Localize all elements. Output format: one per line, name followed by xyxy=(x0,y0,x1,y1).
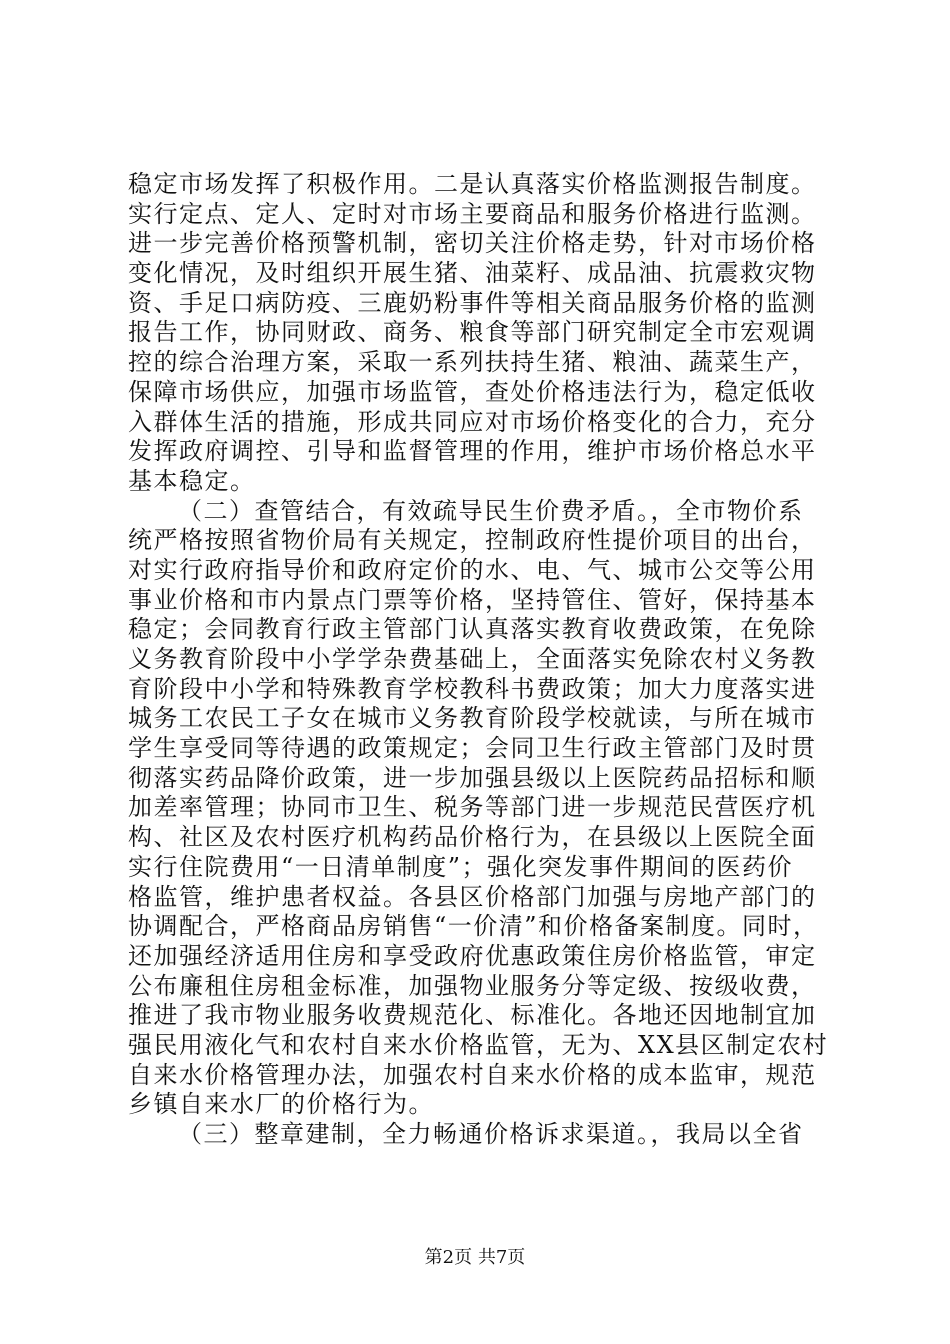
text-line: 进一步完善价格预警机制，密切关注价格走势，针对市场价格 xyxy=(128,229,817,258)
text-line: 义务教育阶段中小学学杂费基础上，全面落实免除农村义务教 xyxy=(128,645,817,673)
text-line: 稳定市场发挥了积极作用。二是认真落实价格监测报告制度。 xyxy=(128,170,817,198)
text-line: 发挥政府调控、引导和监督管理的作用，维护市场价格总水平 xyxy=(128,437,817,466)
section-heading-line: （三）整章建制，全力畅通价格诉求渠道。，我局以全省 xyxy=(178,1120,804,1148)
text-line: 变化情况，及时组织开展生猪、油菜籽、成品油、抗震救灾物 xyxy=(128,259,817,288)
text-line: 基本稳定。 xyxy=(128,466,256,495)
text-line: 构、社区及农村医疗机构药品价格行为，在县级以上医院全面 xyxy=(128,823,817,852)
text-line: 城务工农民工子女在城市义务教育阶段学校就读，与所在城市 xyxy=(128,704,817,733)
text-line: 统严格按照省物价局有关规定，控制政府性提价项目的出台， xyxy=(128,526,817,555)
text-line: 协调配合，严格商品房销售“一价清”和价格备案制度。同时， xyxy=(128,912,819,941)
text-line: 入群体生活的措施，形成共同应对市场价格变化的合力，充分 xyxy=(128,407,817,436)
text-line: 控的综合治理方案，采取一系列扶持生猪、粮油、蔬菜生产， xyxy=(128,348,817,377)
text-line: 强民用液化气和农村自来水价格监管，无为、XX县区制定农村 xyxy=(128,1030,829,1059)
page-number-footer: 第2页 共7页 xyxy=(424,1247,526,1268)
text-line: 乡镇自来水厂的价格行为。 xyxy=(128,1090,434,1119)
text-line: 彻落实药品降价政策，进一步加强县级以上医院药品招标和顺 xyxy=(128,763,817,792)
text-line: 格监管，维护患者权益。各县区价格部门加强与房地产部门的 xyxy=(128,882,817,911)
text-line: 稳定；会同教育行政主管部门认真落实教育收费政策，在免除 xyxy=(128,615,817,644)
text-line: 育阶段中小学和特殊教育学校教科书费政策；加大力度落实进 xyxy=(128,674,817,703)
text-line: 学生享受同等待遇的政策规定；会同卫生行政主管部门及时贯 xyxy=(128,734,817,763)
text-line: 对实行政府指导价和政府定价的水、电、气、城市公交等公用 xyxy=(128,555,817,584)
text-line: 事业价格和市内景点门票等价格，坚持管住、管好，保持基本 xyxy=(128,585,817,614)
text-line: 保障市场供应，加强市场监管，查处价格违法行为，稳定低收 xyxy=(128,377,817,406)
text-line: 自来水价格管理办法，加强农村自来水价格的成本监审，规范 xyxy=(128,1060,817,1089)
text-line: 资、手足口病防疫、三鹿奶粉事件等相关商品服务价格的监测 xyxy=(128,288,817,317)
text-line: 还加强经济适用住房和享受政府优惠政策住房价格监管，审定 xyxy=(128,941,817,970)
section-heading-line: （二）查管结合，有效疏导民生价费矛盾。，全市物价系 xyxy=(178,496,804,525)
body-text xyxy=(128,170,834,1150)
text-line: 推进了我市物业服务收费规范化、标准化。各地还因地制宜加 xyxy=(128,1001,817,1030)
text-line: 实行定点、定人、定时对市场主要商品和服务价格进行监测。 xyxy=(128,199,817,228)
text-line: 加差率管理；协同市卫生、税务等部门进一步规范民营医疗机 xyxy=(128,793,817,822)
text-line: 报告工作，协同财政、商务、粮食等部门研究制定全市宏观调 xyxy=(128,318,817,347)
text-line: 公布廉租住房租金标准，加强物业服务分等定级、按级收费， xyxy=(128,971,817,1000)
text-line: 实行住院费用“一日清单制度”；强化突发事件期间的医药价 xyxy=(128,852,794,881)
